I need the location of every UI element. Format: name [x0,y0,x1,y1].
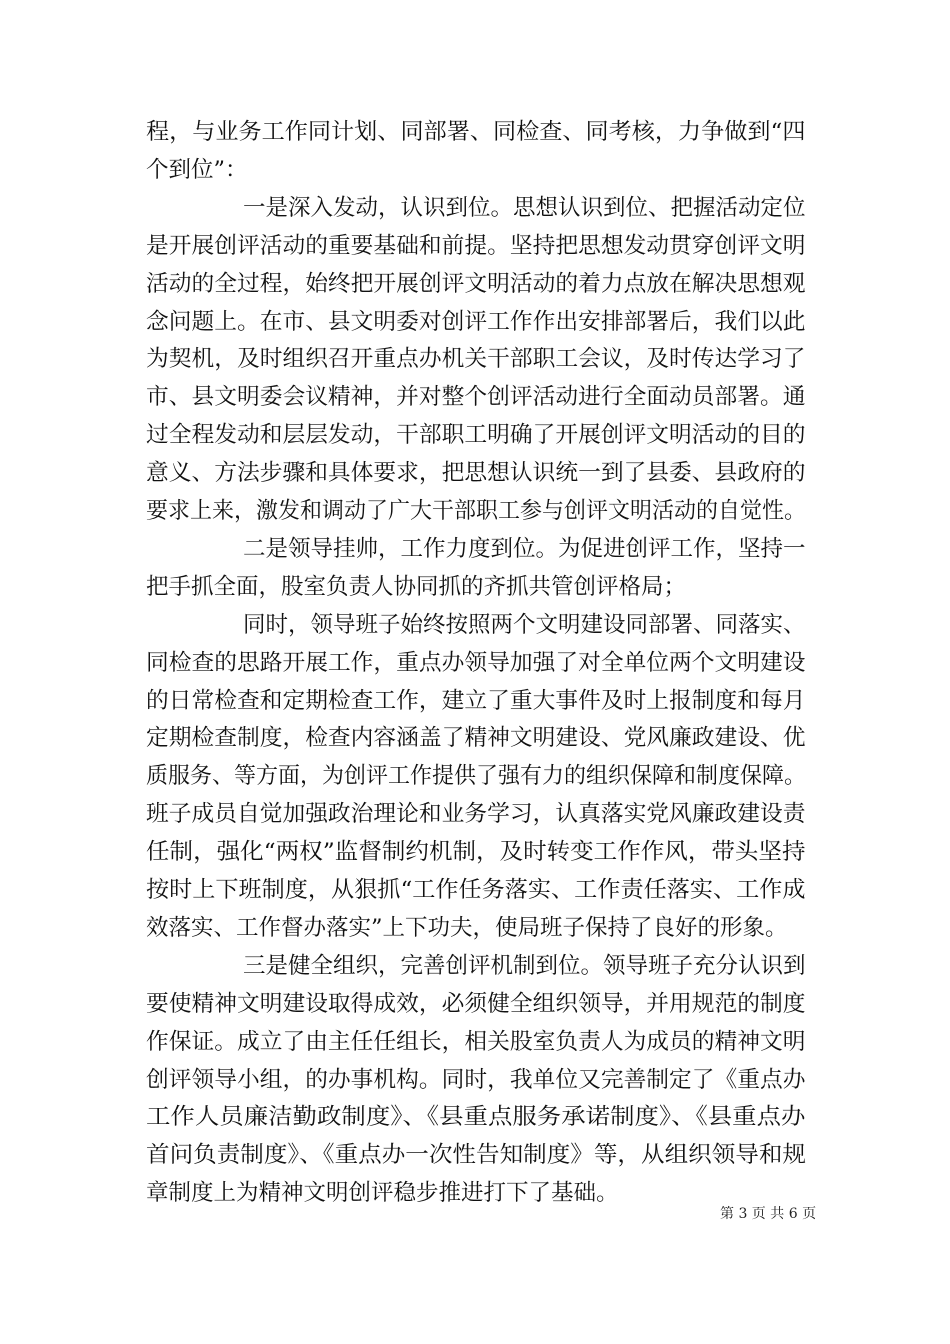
text-line: 要求上来，激发和调动了广大干部职工参与创评文明活动的自觉性。 [146,498,807,524]
text-line: 首问负责制度》、《重点办一次性告知制度》等，从组织领导和规 [146,1142,807,1169]
text-line: 任制，强化“两权”监督制约机制，及时转变工作作风，带头坚持 [146,839,806,866]
text-line: 过全程发动和层层发动，干部职工明确了开展创评文明活动的目的 [146,422,806,449]
text-line: 市、县文明委会议精神，并对整个创评活动进行全面动员部署。通 [146,384,806,411]
text-line: 班子成员自觉加强政治理论和业务学习，认真落实党风廉政建设责 [146,801,806,828]
text-line: 效落实、工作督办落实”上下功夫，使局班子保持了良好的形象。 [146,914,788,941]
text-line: 活动的全过程，始终把开展创评文明活动的着力点放在解决思想观 [146,270,806,297]
text-line: 是开展创评活动的重要基础和前提。坚持把思想发动贯穿创评文明 [146,232,806,259]
text-line: 作保证。成立了由主任任组长，相关股室负责人为成员的精神文明 [146,1028,806,1055]
text-line: 要使精神文明建设取得成效，必须健全组织领导，并用规范的制度 [146,990,806,1017]
text-line: 的日常检查和定期检查工作，建立了重大事件及时上报制度和每月 [146,687,806,714]
text-line: 三是健全组织，完善创评机制到位。领导班子充分认识到 [243,952,806,979]
text-line: 定期检查制度，检查内容涵盖了精神文明建设、党风廉政建设、优 [146,725,806,752]
page-number: 第 3 页 共 6 页 [720,1206,817,1222]
text-line: 个到位”： [146,156,248,183]
text-line: 意义、方法步骤和具体要求，把思想认识统一到了县委、县政府的 [146,460,806,487]
text-line: 创评领导小组，的办事机构。同时，我单位又完善制定了《重点办 [146,1066,806,1093]
text-line: 同时，领导班子始终按照两个文明建设同部署、同落实、 [243,611,806,638]
text-line: 为契机，及时组织召开重点办机关干部职工会议，及时传达学习了 [146,346,806,373]
text-line: 章制度上为精神文明创评稳步推进打下了基础。 [146,1180,619,1207]
text-line: 程，与业务工作同计划、同部署、同检查、同考核，力争做到“四 [146,119,806,145]
text-line: 质服务、等方面，为创评工作提供了强有力的组织保障和制度保障。 [146,763,807,790]
text-line: 把手抓全面，股室负责人协同抓的齐抓共管创评格局； [146,573,687,600]
text-line: 二是领导挂帅，工作力度到位。为促进创评工作，坚持一 [243,535,806,562]
text-line: 工作人员廉洁勤政制度》、《县重点服务承诺制度》、《县重点办 [146,1104,806,1131]
text-line: 念问题上。在市、县文明委对创评工作作出安排部署后，我们以此 [146,308,806,335]
text-line: 同检查的思路开展工作，重点办领导加强了对全单位两个文明建设 [146,649,806,676]
text-line: 按时上下班制度，从狠抓“工作任务落实、工作责任落实、工作成 [146,877,806,903]
text-line: 一是深入发动，认识到位。思想认识到位、把握活动定位 [243,194,806,221]
